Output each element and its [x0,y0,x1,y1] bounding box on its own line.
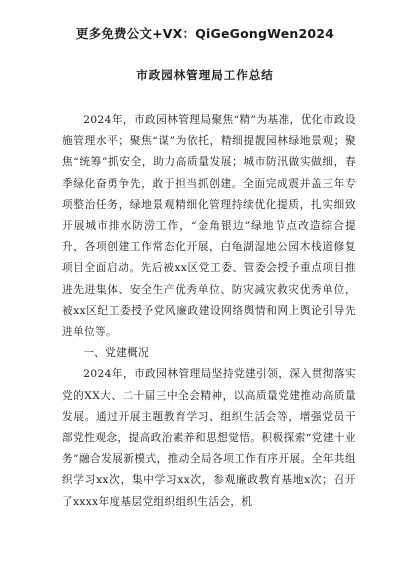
document-body [62,110,356,513]
intro-paragraph: 2024年，市政园林管理局聚焦“精”为基准，优化市政设施管理水平；聚焦“谋”为依托，精细提靓园林绿地景观；聚焦“统筹”抓安全，助力高质量发展；城市防汛做实做细，春季绿化奋勇争先，敢于担当抓创建。全面完成震并盖三年专项整治任务，绿地景观精细化管理持续优化提质，扎实细致开展城市排水防涝工作，“金角银边”绿地节点改造综合提升，各项创建工作常态化开展，白龟湖湿地公园木栈道修复项目全面启动。先后被xx区党工委、管委会授予重点项目推进先进集体、安全生产优秀单位、防灾减灾救灾优秀单位，被xx区纪工委授予党风廉政建设网络舆情和网上舆论引导先进单位等。 [62,114,356,339]
party-building-paragraph: 2024年，市政园林管理局坚持党建引领，深入贯彻落实党的XX大、二十届三中全会精神，以高质量党建推动高质量发展。通过开展主题教育学习、组织生活会等，增强党员干部党性观念，提高政治素养和思想觉悟。积极探索“党建十业务”融合发展新模式，推动全局各项工作有序开展。全年共组织学习xx次，集中学习xx次，参观廉政教育基地x次；召开了xxxx年度基层党组织组织生活会，机 [62,368,356,508]
header-watermark-text: 更多免费公文+VX：QiGeGongWen2024 [75,26,335,41]
document-title: 市政园林管理局工作总结 [136,68,274,82]
section-heading-party-building: 一、党建概况 [83,347,150,360]
